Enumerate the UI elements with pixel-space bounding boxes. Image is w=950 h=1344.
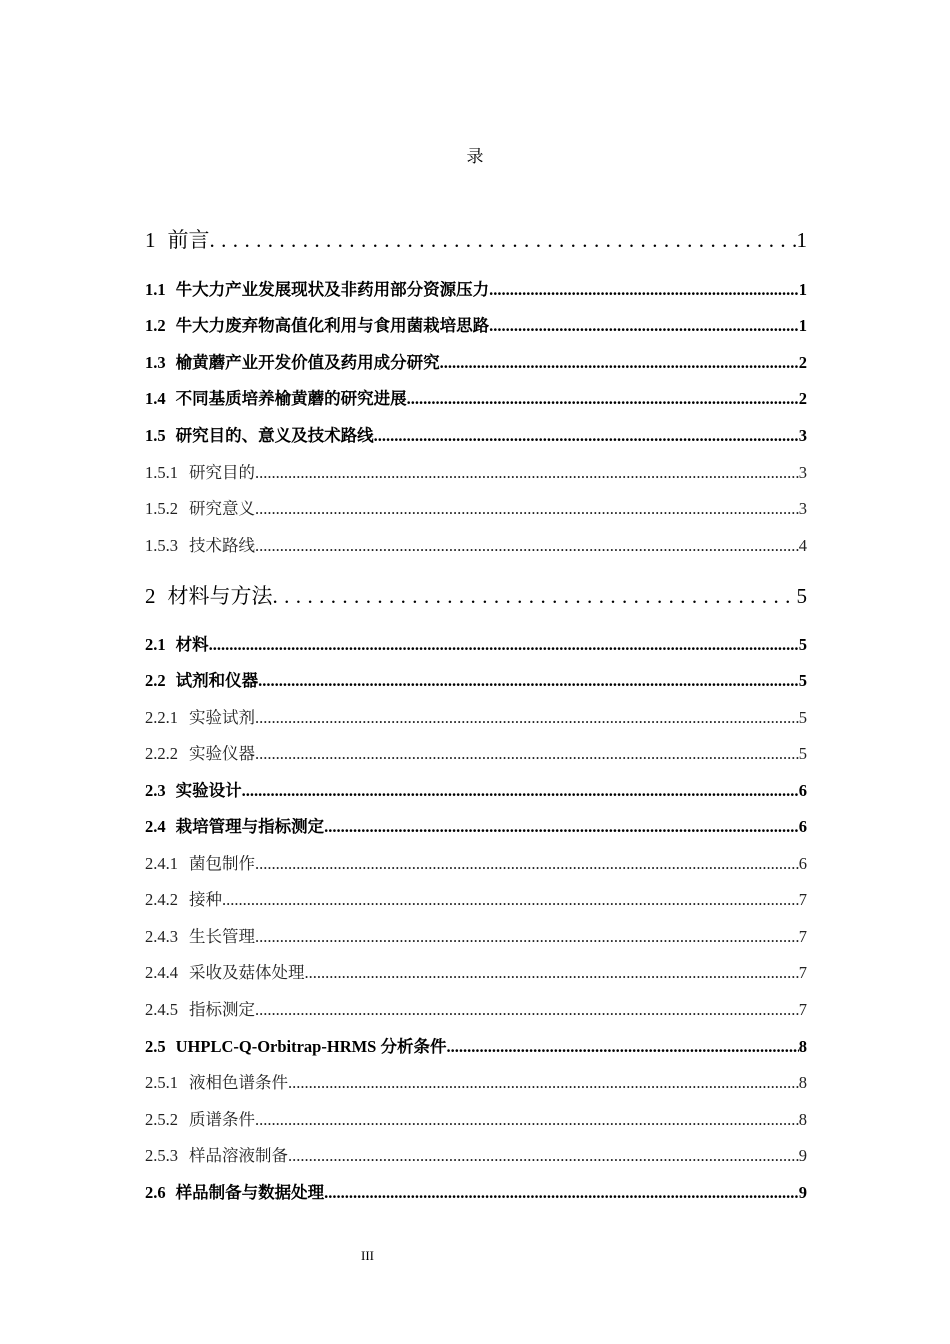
toc-entry-title: 指标测定 bbox=[189, 1000, 255, 1019]
page-title: 录 bbox=[466, 147, 484, 166]
toc-subsection-entry[interactable] bbox=[145, 1002, 807, 1019]
footer-page-number: III bbox=[361, 1248, 374, 1263]
toc-entry-number: 2.5.3 bbox=[145, 1146, 178, 1165]
toc-entry-page-number: 6 bbox=[798, 854, 807, 873]
toc-entry-page-number: 7 bbox=[798, 963, 807, 982]
toc-section-entry[interactable] bbox=[145, 783, 807, 800]
toc-entry-number: 1.4 bbox=[145, 389, 166, 408]
toc-dot-leader bbox=[255, 1112, 799, 1129]
toc-dot-leader bbox=[440, 355, 799, 372]
toc-entry-number: 2.5.1 bbox=[145, 1073, 178, 1092]
toc-entry-number: 2.4.1 bbox=[145, 854, 178, 873]
toc-entry-page-number: 7 bbox=[798, 890, 807, 909]
toc-subsection-entry[interactable] bbox=[145, 856, 807, 873]
toc-entry-page-number: 6 bbox=[798, 781, 807, 800]
toc-entry-number: 1.2 bbox=[145, 316, 166, 335]
toc-subsection-entry[interactable] bbox=[145, 1075, 807, 1092]
toc-subsection-entry[interactable] bbox=[145, 1148, 807, 1165]
toc-entry-number: 2.2 bbox=[145, 671, 166, 690]
toc-entry-page-number: 7 bbox=[798, 927, 807, 946]
toc-dot-leader bbox=[288, 1148, 799, 1165]
toc-entry-title: 牛大力产业发展现状及非药用部分资源压力 bbox=[175, 280, 490, 299]
toc-entry-number: 2 bbox=[145, 584, 156, 608]
toc-dot-leader bbox=[489, 282, 799, 299]
toc-entry-title: 样品溶液制备 bbox=[189, 1146, 288, 1165]
toc-entry-number: 2.2.2 bbox=[145, 744, 178, 763]
toc-dot-leader bbox=[324, 1185, 799, 1202]
toc-subsection-entry[interactable] bbox=[145, 929, 807, 946]
toc-entry-title: 实验设计 bbox=[175, 781, 242, 800]
toc-entry-title: 研究目的 bbox=[189, 463, 255, 482]
toc-entry-number: 2.5 bbox=[145, 1037, 166, 1056]
toc-dot-leader bbox=[255, 465, 799, 482]
toc-entry-page-number: 2 bbox=[798, 353, 807, 372]
toc-dot-leader bbox=[273, 586, 797, 607]
toc-entry-page-number: 3 bbox=[798, 499, 807, 518]
toc-entry-page-number: 4 bbox=[798, 536, 807, 555]
toc-subsection-entry[interactable] bbox=[145, 710, 807, 727]
toc-entry-page-number: 3 bbox=[798, 463, 807, 482]
toc-section-entry[interactable] bbox=[145, 819, 807, 836]
toc-dot-leader bbox=[209, 637, 799, 654]
toc-dot-leader bbox=[446, 1039, 798, 1056]
toc-entry-title: 接种 bbox=[189, 890, 222, 909]
toc-entry-number: 1.5.1 bbox=[145, 463, 178, 482]
toc-entry-page-number: 5 bbox=[798, 708, 807, 727]
toc-dot-leader bbox=[222, 892, 799, 909]
toc-entry-number: 1.1 bbox=[145, 280, 166, 299]
toc-entry-number: 2.1 bbox=[145, 635, 166, 654]
toc-subsection-entry[interactable] bbox=[145, 465, 807, 482]
toc-subsection-entry[interactable] bbox=[145, 746, 807, 763]
toc-dot-leader bbox=[255, 746, 799, 763]
toc-entry-page-number: 5 bbox=[796, 584, 807, 608]
toc-entry-page-number: 9 bbox=[798, 1183, 807, 1202]
toc-subsection-entry[interactable] bbox=[145, 538, 807, 555]
toc-dot-leader bbox=[255, 1002, 799, 1019]
toc-dot-leader bbox=[242, 783, 799, 800]
toc-chapter-entry[interactable] bbox=[145, 586, 807, 607]
toc-entry-page-number: 5 bbox=[798, 744, 807, 763]
toc-dot-leader bbox=[288, 1075, 799, 1092]
toc-subsection-entry[interactable] bbox=[145, 892, 807, 909]
toc-dot-leader bbox=[255, 710, 799, 727]
toc-entry-title: 试剂和仪器 bbox=[175, 671, 259, 690]
toc-entry-number: 2.4.4 bbox=[145, 963, 178, 982]
toc-entry-title: 研究意义 bbox=[189, 499, 255, 518]
toc-entry-title: UHPLC-Q-Orbitrap-HRMS 分析条件 bbox=[175, 1037, 447, 1056]
toc-chapter-entry[interactable] bbox=[145, 230, 807, 251]
toc-dot-leader bbox=[210, 230, 797, 251]
toc-dot-leader bbox=[374, 428, 799, 445]
toc-entry-number: 2.4 bbox=[145, 817, 166, 836]
toc-entry-title: 样品制备与数据处理 bbox=[175, 1183, 325, 1202]
toc-entry-title: 材料与方法 bbox=[167, 584, 273, 608]
toc-entry-page-number: 5 bbox=[798, 671, 807, 690]
toc-section-entry[interactable] bbox=[145, 1185, 807, 1202]
toc-section-entry[interactable] bbox=[145, 282, 807, 299]
toc-entry-title: 生长管理 bbox=[189, 927, 255, 946]
toc-entry-page-number: 3 bbox=[798, 426, 807, 445]
toc-section-entry[interactable] bbox=[145, 637, 807, 654]
toc-entry-title: 实验仪器 bbox=[189, 744, 255, 763]
toc-entry-number: 2.4.3 bbox=[145, 927, 178, 946]
toc-entry-title: 牛大力废弃物高值化利用与食用菌栽培思路 bbox=[175, 316, 490, 335]
toc-section-entry[interactable] bbox=[145, 428, 807, 445]
toc-entry-number: 1.5 bbox=[145, 426, 166, 445]
toc-entry-number: 2.3 bbox=[145, 781, 166, 800]
toc-entry-page-number: 1 bbox=[798, 316, 807, 335]
toc-entry-number: 2.5.2 bbox=[145, 1110, 178, 1129]
toc-entry-number: 1.5.3 bbox=[145, 536, 178, 555]
toc-dot-leader bbox=[255, 501, 799, 518]
toc-section-entry[interactable] bbox=[145, 318, 807, 335]
toc-entry-title: 液相色谱条件 bbox=[189, 1073, 288, 1092]
toc-section-entry[interactable] bbox=[145, 355, 807, 372]
toc-dot-leader bbox=[489, 318, 799, 335]
toc-entry-title: 栽培管理与指标测定 bbox=[175, 817, 325, 836]
toc-dot-leader bbox=[407, 391, 799, 408]
toc-entry-number: 1 bbox=[145, 228, 156, 252]
toc-entry-number: 1.5.2 bbox=[145, 499, 178, 518]
toc-entry-page-number: 1 bbox=[796, 228, 807, 252]
toc-entry-title: 前言 bbox=[167, 228, 210, 252]
toc-dot-leader bbox=[324, 819, 799, 836]
toc-entry-page-number: 6 bbox=[798, 817, 807, 836]
toc-entry-page-number: 8 bbox=[798, 1110, 807, 1129]
toc-dot-leader bbox=[255, 538, 799, 555]
toc-subsection-entry[interactable] bbox=[145, 965, 807, 982]
toc-entry-page-number: 1 bbox=[798, 280, 807, 299]
toc-dot-leader bbox=[255, 856, 799, 873]
toc-entry-page-number: 7 bbox=[798, 1000, 807, 1019]
toc-entry-page-number: 8 bbox=[798, 1073, 807, 1092]
toc-subsection-entry[interactable] bbox=[145, 501, 807, 518]
toc-section-entry[interactable] bbox=[145, 1039, 807, 1056]
toc-entry-number: 2.6 bbox=[145, 1183, 166, 1202]
toc-dot-leader bbox=[255, 929, 799, 946]
toc-entry-number: 2.2.1 bbox=[145, 708, 178, 727]
toc-entry-page-number: 5 bbox=[798, 635, 807, 654]
toc-entry-number: 2.4.5 bbox=[145, 1000, 178, 1019]
toc-entry-page-number: 8 bbox=[798, 1037, 807, 1056]
toc-entry-title: 材料 bbox=[175, 635, 209, 654]
toc-entry-title: 采收及菇体处理 bbox=[189, 963, 305, 982]
toc-entry-title: 技术路线 bbox=[189, 536, 255, 555]
toc-entry-title: 榆黄蘑产业开发价值及药用成分研究 bbox=[175, 353, 440, 372]
toc-section-entry[interactable] bbox=[145, 673, 807, 690]
toc-dot-leader bbox=[305, 965, 799, 982]
toc-section-entry[interactable] bbox=[145, 391, 807, 408]
toc-entry-title: 研究目的、意义及技术路线 bbox=[175, 426, 374, 445]
toc-entry-number: 2.4.2 bbox=[145, 890, 178, 909]
toc-entry-title: 质谱条件 bbox=[189, 1110, 255, 1129]
toc-entry-page-number: 2 bbox=[798, 389, 807, 408]
toc-entry-title: 实验试剂 bbox=[189, 708, 255, 727]
toc-dot-leader bbox=[258, 673, 799, 690]
toc-entry-number: 1.3 bbox=[145, 353, 166, 372]
toc-entry-title: 不同基质培养榆黄蘑的研究进展 bbox=[175, 389, 407, 408]
toc-entry-page-number: 9 bbox=[798, 1146, 807, 1165]
toc-entry-title: 菌包制作 bbox=[189, 854, 255, 873]
toc-subsection-entry[interactable] bbox=[145, 1112, 807, 1129]
